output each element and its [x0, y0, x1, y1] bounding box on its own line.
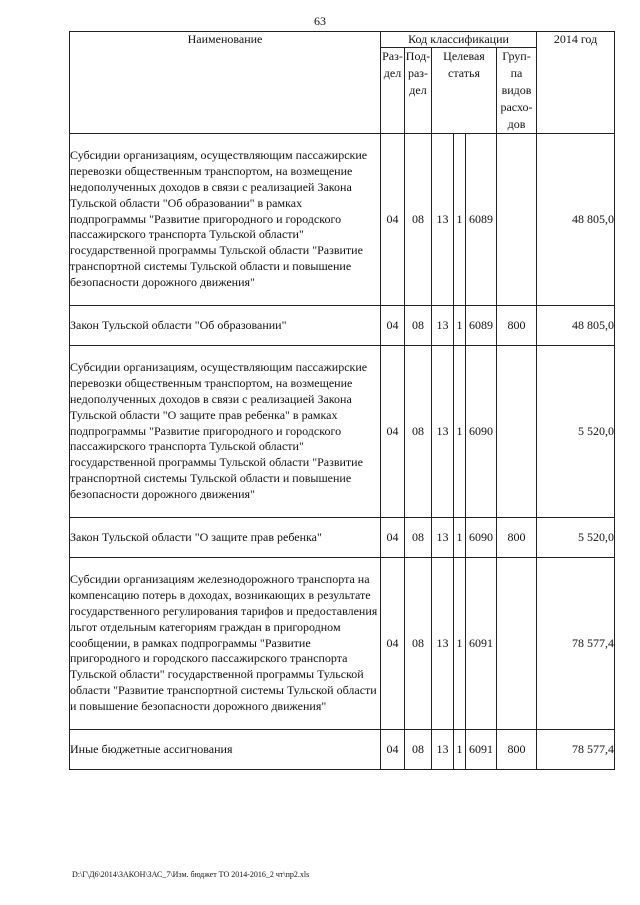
- row-amount: 48 805,0: [537, 306, 615, 346]
- row-name: Закон Тульской области "Об образовании": [70, 306, 381, 346]
- row-razdel: 04: [381, 346, 405, 518]
- row-group: [497, 346, 537, 518]
- row-target-3: 6090: [466, 346, 497, 518]
- row-target-3: 6091: [466, 558, 497, 730]
- row-target-3: 6091: [466, 730, 497, 770]
- row-target-2: 1: [454, 306, 466, 346]
- row-target-2: 1: [454, 518, 466, 558]
- row-podrazdel: 08: [405, 730, 432, 770]
- row-name: Субсидии организациям железнодорожного транспорта на компенсацию потерь в доходах, возникающих в результате государственного регулирования тарифов и предоставления льгот отдельным категориям граждан в пригородном сообщении, в рамках подпрограммы "Развитие пригородного и городского пассажирского транспорта Тульской области" государственной программы Тульской области "Развитие транспортной системы Тульской области и повышение безопасности дорожного движения": [70, 558, 381, 730]
- table-row: [70, 558, 615, 730]
- row-group: 800: [497, 518, 537, 558]
- row-target-2: 1: [454, 346, 466, 518]
- header-classification: Код классификации: [381, 32, 537, 48]
- row-target-2: 1: [454, 730, 466, 770]
- header-name: Наименование: [70, 32, 381, 134]
- row-amount: 78 577,4: [537, 558, 615, 730]
- row-target-3: 6089: [466, 134, 497, 306]
- row-podrazdel: 08: [405, 134, 432, 306]
- table-row: [70, 518, 615, 558]
- row-amount: 78 577,4: [537, 730, 615, 770]
- row-razdel: 04: [381, 134, 405, 306]
- row-target-1: 13: [432, 730, 454, 770]
- row-podrazdel: 08: [405, 306, 432, 346]
- row-target-1: 13: [432, 558, 454, 730]
- row-target-1: 13: [432, 346, 454, 518]
- row-target-2: 1: [454, 134, 466, 306]
- table-row: [70, 346, 615, 518]
- table-row: [70, 730, 615, 770]
- row-group: [497, 558, 537, 730]
- table-row: [70, 306, 615, 346]
- row-target-2: 1: [454, 558, 466, 730]
- row-target-1: 13: [432, 518, 454, 558]
- file-path-footer: D:\Г\Д6\2014\ЗАКОН\ЗАС_7\Изм. бюджет ТО 2014-2016_2 чт\пр2.xls: [72, 870, 310, 879]
- row-name: Субсидии организациям, осуществляющим пассажирские перевозки общественным транспортом, на возмещение недополученных доходов в связи с реализацией Закона Тульской области "О защите прав ребенка" в рамках подпрограммы "Развитие пригородного и городского пассажирского транспорта Тульской области" государственной программы Тульской области "Развитие транспортной системы Тульской области и повышение безопасности дорожного движения": [70, 346, 381, 518]
- row-podrazdel: 08: [405, 346, 432, 518]
- row-razdel: 04: [381, 306, 405, 346]
- row-razdel: 04: [381, 558, 405, 730]
- row-target-3: 6090: [466, 518, 497, 558]
- header-group: Груп-па видов расхо-дов: [497, 48, 537, 134]
- row-target-3: 6089: [466, 306, 497, 346]
- row-podrazdel: 08: [405, 518, 432, 558]
- row-amount: 5 520,0: [537, 346, 615, 518]
- table-row: [70, 134, 615, 306]
- row-name: Субсидии организациям, осуществляющим пассажирские перевозки общественным транспортом, на возмещение недополученных доходов в связи с реализацией Закона Тульской области "Об образовании" в рамках подпрограммы "Развитие пригородного и городского пассажирского транспорта Тульской области" государственной программы Тульской области "Развитие транспортной системы Тульской области и повышение безопасности дорожного движения": [70, 134, 381, 306]
- header-podrazdel: Под-раз-дел: [405, 48, 432, 134]
- header-razdel: Раз-дел: [381, 48, 405, 134]
- page-number: 63: [314, 14, 326, 28]
- row-razdel: 04: [381, 518, 405, 558]
- row-podrazdel: 08: [405, 558, 432, 730]
- row-amount: 5 520,0: [537, 518, 615, 558]
- budget-table: [69, 31, 615, 770]
- row-target-1: 13: [432, 134, 454, 306]
- row-group: 800: [497, 306, 537, 346]
- header-target: Целевая статья: [432, 48, 497, 134]
- row-group: 800: [497, 730, 537, 770]
- row-target-1: 13: [432, 306, 454, 346]
- row-group: [497, 134, 537, 306]
- row-name: Иные бюджетные ассигнования: [70, 730, 381, 770]
- header-year: 2014 год: [537, 32, 615, 134]
- row-razdel: 04: [381, 730, 405, 770]
- row-name: Закон Тульской области "О защите прав ребенка": [70, 518, 381, 558]
- row-amount: 48 805,0: [537, 134, 615, 306]
